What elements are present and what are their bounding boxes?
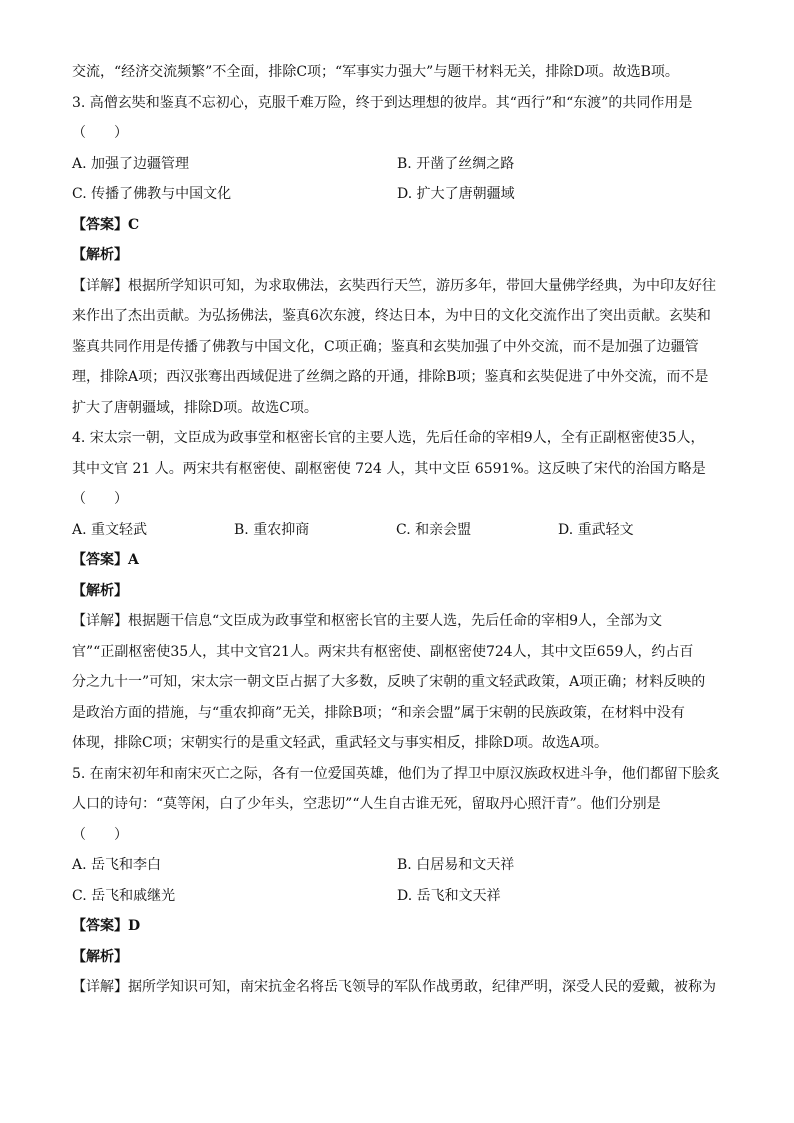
question-3-blank: （ ）: [72, 125, 128, 141]
option-b: B. 白居易和文天祥: [397, 857, 515, 873]
answer-label: 【答案】D: [72, 918, 141, 934]
analysis-label: 【解析】: [72, 582, 128, 599]
question-3-stem: 3. 高僧玄奘和鉴真不忘初心，克服千难万险，终于到达理想的彼岸。其“西行”和“东渡”的共同作用是: [72, 94, 693, 111]
option-b: B. 开凿了丝绸之路: [397, 155, 515, 172]
explanation-line: 【详解】根据所学知识可知，为求取佛法，玄奘西行天竺，游历多年，带回大量佛学经典，为中印友好往: [72, 277, 716, 294]
option-d: D. 重武轻文: [558, 521, 634, 538]
option-a: A. 重文轻武: [72, 521, 148, 538]
question-4-blank: （ ）: [72, 491, 128, 507]
explanation-line: 体现，排除C项；宋朝实行的是重文轻武，重武轻文与事实相反，排除D项。故选A项。: [72, 735, 609, 751]
question-5-stem: 人口的诗句：“莫等闲，白了少年头，空悲切”“人生自古谁无死，留取丹心照汗青”。他们分别是: [72, 796, 661, 812]
option-c: C. 传播了佛教与中国文化: [72, 186, 232, 202]
question-4-stem: 4. 宋太宗一朝，文臣成为政事堂和枢密长官的主要人选，先后任命的宰相9人，全有正副枢密使35人，: [72, 430, 705, 446]
option-a: A. 岳飞和李白: [72, 857, 162, 873]
answer-label: 【答案】C: [72, 216, 140, 233]
option-d: D. 扩大了唐朝疆域: [397, 186, 515, 202]
analysis-label: 【解析】: [72, 948, 128, 965]
option-d: D. 岳飞和文天祥: [397, 887, 501, 904]
explanation-line: 来作出了杰出贡献。为弘扬佛法，鉴真6次东渡，终达日本，为中日的文化交流作出了突出贡献。玄奘和: [72, 308, 711, 324]
question-4-stem: 其中文官 21 人。两宋共有枢密使、副枢密使 724 人，其中文臣 6591%。这反映了宋代的治国方略是: [72, 460, 706, 477]
question-5-options-row-1: [72, 855, 722, 875]
question-4-options-row: [72, 520, 722, 540]
analysis-label: 【解析】: [72, 247, 128, 263]
explanation-line: 【详解】根据题干信息“文臣成为政事堂和枢密长官的主要人选，先后任命的宰相9人，全部为文: [72, 613, 663, 629]
explanation-line: 理，排除A项；西汉张骞出西域促进了丝绸之路的开通，排除B项；鉴真和玄奘促进了中外交流，而不是: [72, 369, 709, 385]
option-c: C. 岳飞和戚继光: [72, 887, 176, 904]
explanation-line: 官”“正副枢密使35人，其中文官21人。两宋共有枢密使、副枢密使724人，其中文臣659人，约占百: [72, 643, 694, 660]
question-3-options-row-1: [72, 154, 722, 174]
answer-label: 【答案】A: [72, 552, 139, 568]
explanation-line: 是政治方面的措施，与“重农抑商”无关，排除B项；“和亲会盟”属于宋朝的民族政策，在材料中没有: [72, 704, 685, 721]
question-5-blank: （ ）: [72, 826, 128, 843]
text-line: 交流，“经济交流频繁”不全面，排除C项；“军事实力强大”与题干材料无关，排除D项。故选B项。: [72, 64, 679, 80]
question-5-stem: 5. 在南宋初年和南宋灭亡之际，各有一位爱国英雄，他们为了捍卫中原汉族政权进斗争，他们都留下脍炙: [72, 765, 720, 782]
explanation-line: 鉴真共同作用是传播了佛教与中国文化，C项正确；鉴真和玄奘加强了中外交流，而不是加强了边疆管: [72, 338, 699, 355]
explanation-line: 分之九十一”可知，宋太宗一朝文臣占据了大多数，反映了宋朝的重文轻武政策，A项正确；材料反映的: [72, 674, 706, 690]
document-page: [72, 62, 722, 1008]
option-a: A. 加强了边疆管理: [72, 155, 190, 172]
option-b: B. 重农抑商: [234, 521, 310, 538]
explanation-line: 扩大了唐朝疆域，排除D项。故选C项。: [72, 399, 318, 416]
option-c: C. 和亲会盟: [396, 521, 472, 538]
explanation-line: 【详解】据所学知识可知，南宋抗金名将岳飞领导的军队作战勇敢，纪律严明，深受人民的爱戴，被称为: [72, 979, 716, 995]
question-3-options-row-2: [72, 184, 722, 204]
question-5-options-row-2: [72, 886, 722, 906]
